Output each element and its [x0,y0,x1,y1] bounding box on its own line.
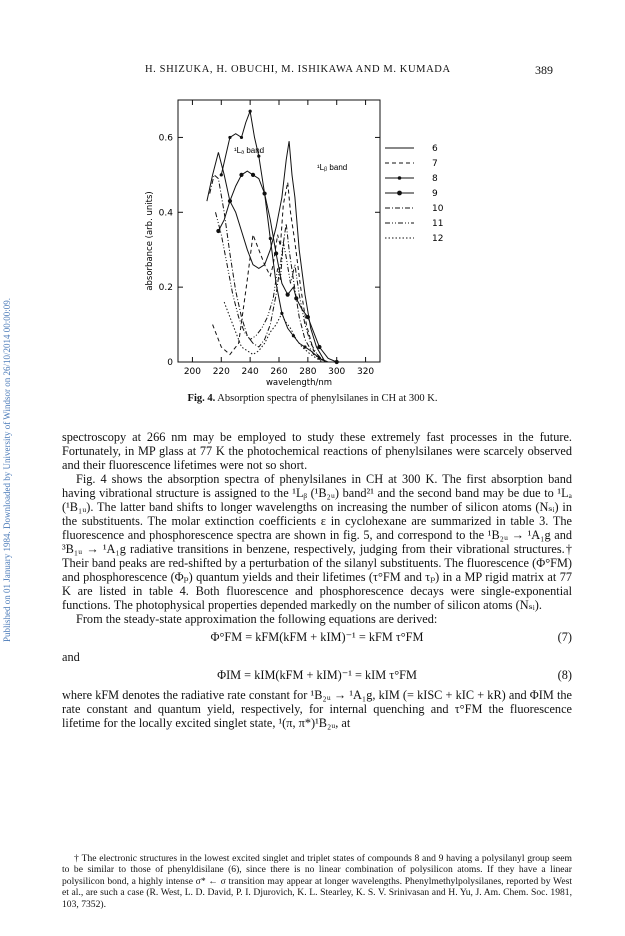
x-axis-label: wavelength/nm [265,378,333,388]
y-tick-label-0.4: 0.4 [158,208,173,219]
chart-series-layer [207,110,339,364]
caption-text: Absorption spectra of phenylsilanes in CH at 300 K. [217,393,438,404]
absorption-spectra-chart [130,90,460,390]
band-label-la: ¹Lₐ band [234,146,265,155]
footnote [62,853,572,910]
x-tick-label-280: 280 [299,367,317,377]
legend-label-7: 7 [432,159,438,169]
x-tick-label-300: 300 [328,367,346,377]
y-tick-label-0.6: 0.6 [158,133,173,144]
legend-marker-8 [398,176,402,180]
legend-label-6: 6 [432,144,438,154]
and-connector: and [62,650,80,664]
legend-label-11: 11 [432,219,444,229]
equation-7-number: (7) [557,630,572,644]
equation-7 [62,628,572,648]
legend-label-10: 10 [432,204,444,214]
legend-label-12: 12 [432,234,444,244]
series-8-point [240,136,243,139]
legend-marker-9 [397,191,402,196]
series-8-point [249,110,252,113]
paragraph-2: Fig. 4 shows the absorption spectra of phenylsilanes in CH at 300 K. The first absorption band having vibrational structure is assigned to the ¹Lᵦ (¹B₂ᵤ) band²¹ and the second band may be due to ¹Lₐ (¹B₁ᵤ). The latter band shifts to longer wavelengths on increasing the number of silicon atoms (Nₛᵢ) in the substituents. The molar extinction coefficients ε in cyclohexane are summarized in table 3. The fluorescence and phosphorescence spectra are shown in fig. 5, and correspond to the ¹B₂ᵤ → ¹A₁g and ³B₁ᵤ → ¹A₁g radiative transitions in benzene, respectively, judging from their vibrational structures.† Their band peaks are red-shifted by a perturbation of the silanyl substituents. The fluorescence (Φ°FM) and phosphorescence (Φₚ) quantum yields and their lifetimes (τ°FM and τₚ) in a MP rigid matrix at 77 K are listed in table 4. Both fluorescence and phosphorescence decays were single-exponential functions. The photophysical properties depended markedly on the number of silicon atoms (Nₛᵢ). [62,472,572,612]
x-tick-label-240: 240 [241,367,259,377]
series-8-point [228,136,231,139]
equation-8-number: (8) [557,668,572,682]
legend-label-8: 8 [432,174,438,184]
paragraph-3: From the steady-state approximation the following equations are derived: [76,612,438,626]
chart-legend [385,144,444,244]
series-9-point [306,315,310,319]
running-head: H. SHIZUKA, H. OBUCHI, M. ISHIKAWA AND M. KUMADA [145,64,451,75]
equation-8-text: ΦIM = kIM(kFM + kIM)⁻¹ = kIM τ°FM [217,668,417,682]
equation-7-text: Φ°FM = kFM(kFM + kIM)⁻¹ = kFM τ°FM [210,630,424,644]
series-9-point [274,251,278,255]
series-9-point [239,173,243,177]
x-tick-label-260: 260 [270,367,288,377]
figure-caption [0,393,625,404]
paragraph-1: spectroscopy at 266 nm may be employed to study these extremely fast processes in the future. Fortunately, in MP glass at 77 K the photochemical reactions of phenylsilanes were scarcely observed and their fluorescence lifetimes were not so short. [62,430,572,472]
series-9-point [262,191,266,195]
series-9-point [335,360,339,364]
y-axis-label: absorbance (arb. units) [145,191,155,291]
series-8-point [269,237,272,240]
paragraph-4: where kFM denotes the radiative rate constant for ¹B₂ᵤ → ¹A₁g, kIM (= kISC + kIC + kR) and ΦIM the rate constant and quantum yield, respectively, for internal quenching and τ°FM the fluorescence lifetime for the locally excited singlet state, ¹(π, π*)¹B₂ᵤ, at [62,688,572,730]
plot-frame [178,100,380,362]
y-tick-label-0.2: 0.2 [158,283,173,294]
series-9-point [228,199,232,203]
series-9-point [251,173,255,177]
download-notice: Published on 01 January 1984. Downloaded by University of Windsor on 26/10/2014 00:00:09. [2,298,12,642]
page-number: 389 [535,63,553,77]
series-9-point [286,293,290,297]
x-tick-label-220: 220 [212,367,230,377]
series-9-line [218,171,336,362]
x-tick-label-320: 320 [356,367,375,377]
series-8-point [257,155,260,158]
series-9-point [317,345,321,349]
footnote-text: † The electronic structures in the lowest excited singlet and triplet states of compounds 8 and 9 having a polysilanyl group seem to be similar to those of phenyldisilane (6), since there is no linear combination of polysilicon atoms. If they have a linear polysilicon bond, a highly intense σ* ← σ transition may appear at longer wavelengths. Phenylmethylpolysilanes, reported by West et al., are such a case (R. West, L. D. David, P. I. Djurovich, K. L. Stearley, K. S. V. Srinivasan and H. Yu, J. Am. Chem. Soc. 1981, 103, 7352). [62,853,572,910]
series-8-point [220,173,223,176]
band-label-lb: ¹Lᵦ band [317,163,348,172]
caption-label: Fig. 4. [187,393,216,404]
y-tick-label-0: 0 [167,358,173,368]
x-tick-label-200: 200 [183,367,202,377]
chart-axes [145,100,380,388]
body-text [62,430,572,730]
equation-8 [62,666,572,686]
legend-label-9: 9 [432,189,438,199]
